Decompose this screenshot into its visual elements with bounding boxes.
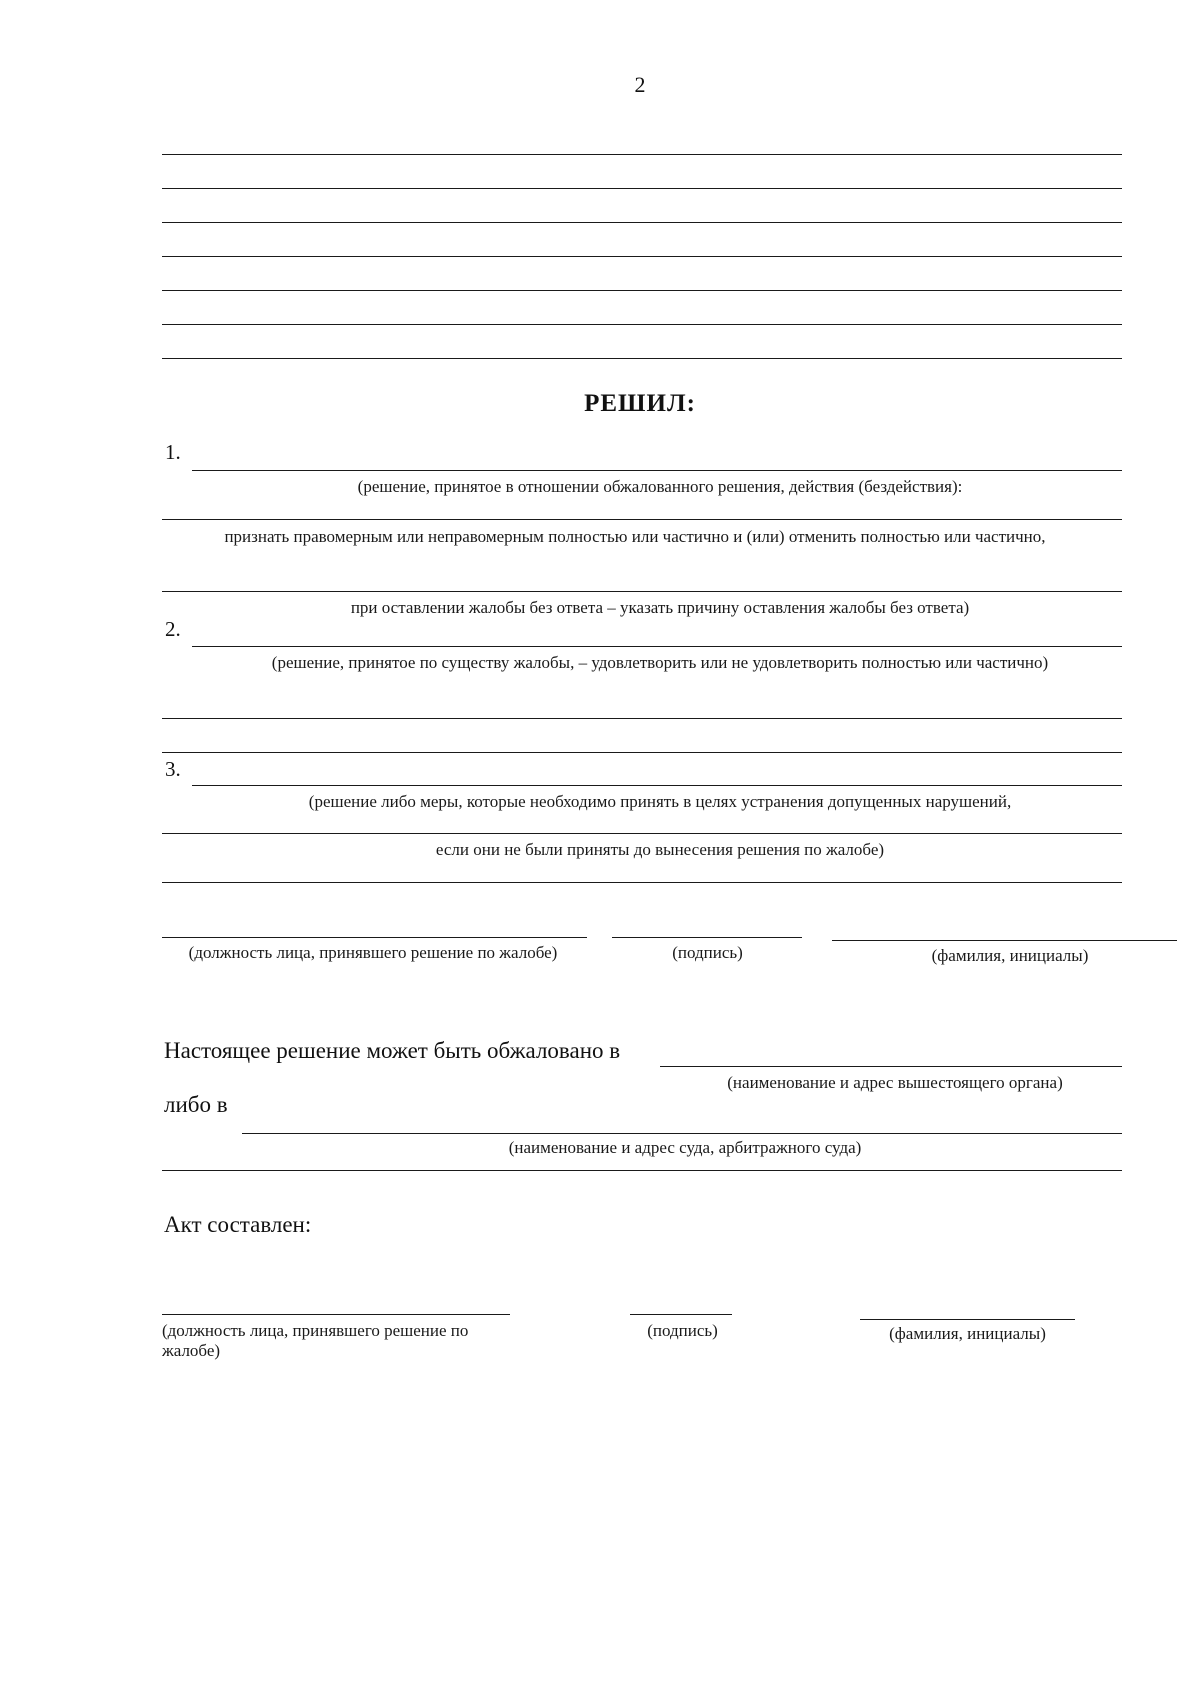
item-2-line-2	[162, 718, 1122, 719]
appeal-caption-1: (наименование и адрес вышестоящего органа)	[727, 1073, 1063, 1092]
act-name-label: (фамилия, инициалы)	[889, 1324, 1046, 1343]
item-3-caption-b: если они не были приняты до вынесения решения по жалобе)	[435, 840, 885, 859]
appeal-line-2	[242, 1133, 1122, 1134]
appeal-text-1: Настоящее решение может быть обжаловано в	[164, 1038, 621, 1063]
appeal-line-1	[660, 1066, 1122, 1067]
item-1-caption-c: при оставлении жалобы без ответа – указать причину оставления жалобы без ответа)	[350, 598, 970, 617]
signature-1-position-label: (должность лица, принявшего решение по жалобе)	[188, 943, 558, 962]
item-2-number: 2.	[165, 617, 181, 641]
appeal-text-2: либо в	[164, 1092, 228, 1117]
act-position-line	[162, 1314, 510, 1315]
appeal-caption-2: (наименование и адрес суда, арбитражного суда)	[508, 1138, 862, 1157]
blank-line	[162, 358, 1122, 359]
signature-1-position-line	[162, 937, 587, 938]
item-1-caption-a: (решение, принятое в отношении обжалованного решения, действия (бездействия):	[357, 477, 963, 496]
signature-1-name-line	[832, 940, 1177, 941]
act-name-line	[860, 1319, 1075, 1320]
item-1-number: 1.	[165, 440, 181, 464]
item-2-line-3	[162, 752, 1122, 753]
blank-line	[162, 154, 1122, 155]
page-number: 2	[634, 72, 646, 97]
blank-line	[162, 222, 1122, 223]
appeal-line-3	[162, 1170, 1122, 1171]
item-1-line	[192, 470, 1122, 471]
item-3-line	[192, 785, 1122, 786]
decision-heading: РЕШИЛ:	[584, 390, 696, 417]
act-signature-label: (подпись)	[647, 1321, 718, 1340]
blank-line	[162, 256, 1122, 257]
blank-line	[162, 290, 1122, 291]
signature-1-signature-line	[612, 937, 802, 938]
item-1-caption-b: признать правомерным или неправомерным полностью или частично и (или) отменить полностью или частично,	[224, 527, 1046, 546]
act-position-label: (должность лица, принявшего решение по жалобе)	[162, 1321, 469, 1360]
item-1-line-2	[162, 519, 1122, 520]
item-2-line	[192, 646, 1122, 647]
act-text: Акт составлен:	[164, 1212, 312, 1237]
blank-line	[162, 188, 1122, 189]
blank-line	[162, 324, 1122, 325]
signature-1-signature-label: (подпись)	[672, 943, 743, 962]
act-signature-line	[630, 1314, 732, 1315]
item-3-line-2	[162, 833, 1122, 834]
signature-1-name-label: (фамилия, инициалы)	[931, 946, 1089, 965]
item-3-caption-a: (решение либо меры, которые необходимо принять в целях устранения допущенных нарушений,	[308, 792, 1012, 811]
item-3-number: 3.	[165, 757, 181, 781]
item-3-line-3	[162, 882, 1122, 883]
item-2-caption: (решение, принятое по существу жалобы, – удовлетворить или не удовлетворить полностью или частично)	[271, 653, 1049, 672]
item-1-line-3	[162, 591, 1122, 592]
